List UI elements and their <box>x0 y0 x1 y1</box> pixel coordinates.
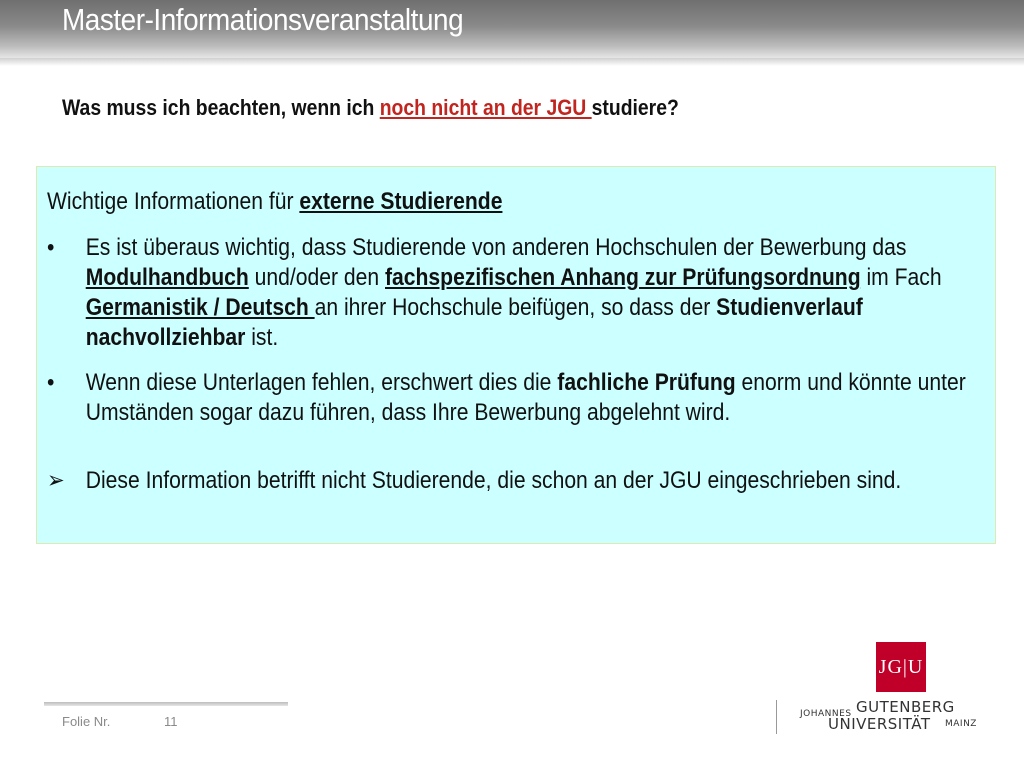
bullet1-text-3: im Fach <box>860 264 942 291</box>
bullet-item-note <box>47 466 980 496</box>
bullet-icon: • <box>47 369 55 396</box>
footer-page-number: 11 <box>164 714 178 729</box>
question-before: Was muss ich beachten, wenn ich <box>62 95 380 120</box>
arrow-bullet-icon: ➢ <box>47 467 65 494</box>
jgu-logo-mark: JG|U <box>876 642 926 692</box>
bullet1-text-5: ist. <box>245 324 279 351</box>
info-box-content <box>47 187 980 496</box>
footer-divider <box>44 702 288 706</box>
bullet1-text-2: und/oder den <box>248 264 386 291</box>
bullet2-fachliche-pruefung: fachliche Prüfung <box>557 369 736 396</box>
bullet2-text-2: enorm und könnte unter Umständen sogar dazu führen, dass Ihre Bewerbung abgelehnt wird. <box>85 369 966 426</box>
bullet-item-documents <box>47 233 980 353</box>
info-box <box>36 166 996 544</box>
box-heading-text: Wichtige Informationen für <box>47 188 300 215</box>
header-shadow <box>0 58 1024 66</box>
logo-universitat: UNIVERSITÄT <box>828 715 931 733</box>
bullet1-anhang: fachspezifischen Anhang zur Prüfungsordnung <box>385 264 861 291</box>
slide-title: Master-Informationsveranstaltung <box>62 2 464 37</box>
logo-gutenberg: GUTENBERG <box>856 698 955 716</box>
bullet-item-missing-documents <box>47 368 980 428</box>
logo-mainz: MAINZ <box>945 719 977 729</box>
bullet1-text-1: Es ist überaus wichtig, dass Studierende von anderen Hochschulen der Bewerbung das <box>85 234 907 261</box>
footer-label: Folie Nr. <box>62 714 111 729</box>
logo-divider <box>776 700 777 734</box>
bullet1-studienverlauf: Studienverlauf nachvollziehbar <box>85 294 863 351</box>
logo-johannes: JOHANNES <box>800 709 852 719</box>
bullet-icon: • <box>47 234 55 261</box>
box-heading <box>47 187 980 217</box>
box-heading-bold: externe Studierende <box>299 188 503 215</box>
bullet1-text-4: an ihrer Hochschule beifügen, so dass der <box>314 294 717 321</box>
question-heading <box>62 95 679 121</box>
bullet2-text-1: Wenn diese Unterlagen fehlen, erschwert dies die <box>85 369 558 396</box>
question-highlight: noch nicht an der JGU <box>379 95 592 120</box>
note-text: Diese Information betrifft nicht Studierende, die schon an der JGU eingeschrieben sind. <box>85 467 902 494</box>
question-after: studiere? <box>591 95 679 120</box>
bullet1-fach: Germanistik / Deutsch <box>85 294 315 321</box>
bullet1-modulhandbuch: Modulhandbuch <box>85 264 249 291</box>
